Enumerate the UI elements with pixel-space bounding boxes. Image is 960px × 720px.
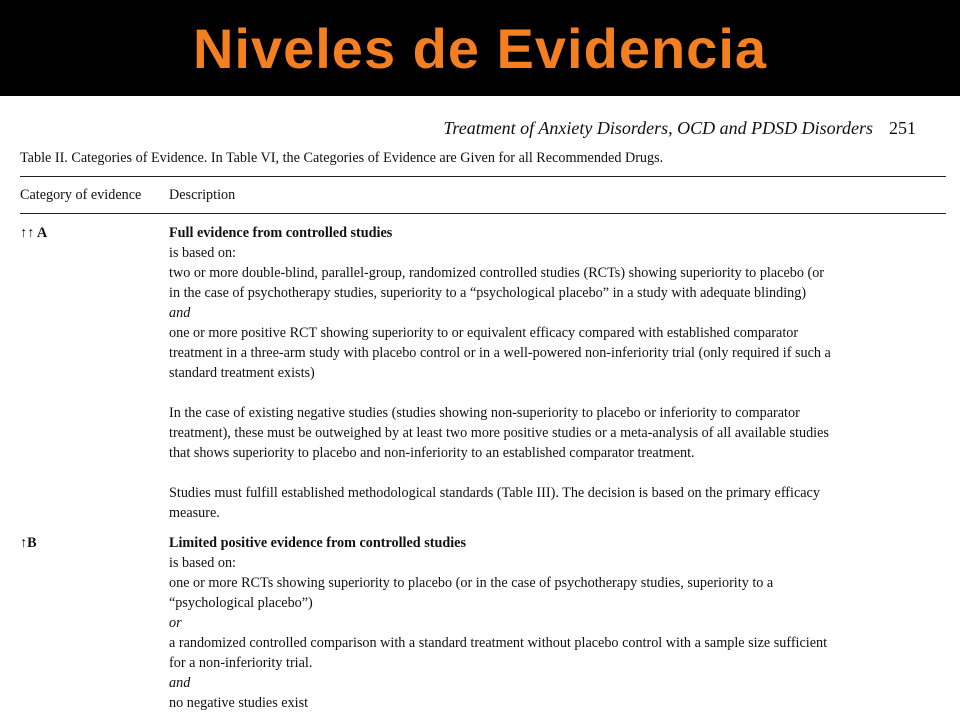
description-heading: Limited positive evidence from controlled studies xyxy=(169,535,466,551)
description-line: treatment in a three-arm study with placebo control or in a well-powered non-inferiority trial (only required if such a xyxy=(169,345,831,361)
description-conjunction: and xyxy=(169,675,191,691)
description-line: one or more RCTs showing superiority to placebo (or in the case of psychotherapy studies, superiority to a xyxy=(169,575,774,591)
description-line: Studies must fulfill established methodological standards (Table III). The decision is based on the primary efficacy xyxy=(169,485,820,501)
description-line: in the case of psychotherapy studies, superiority to a “psychological placebo” in a study with adequate blinding) xyxy=(169,285,807,301)
table-top-rule xyxy=(20,176,946,177)
running-head xyxy=(443,118,916,139)
table-header-rule xyxy=(20,213,946,214)
description-cell xyxy=(169,533,921,713)
category-cell: ↑↑ A xyxy=(20,225,48,241)
description-line: two or more double-blind, parallel-group, randomized controlled studies (RCTs) showing superiority to placebo (or xyxy=(169,265,825,281)
page-number: 251 xyxy=(889,118,916,138)
description-line: is based on: xyxy=(169,245,236,261)
description-conjunction: and xyxy=(169,305,191,321)
description-line: for a non-inferiority trial. xyxy=(169,655,313,671)
description-heading: Full evidence from controlled studies xyxy=(169,225,393,241)
description-conjunction: or xyxy=(169,615,182,631)
column-header-category: Category of evidence xyxy=(20,187,142,203)
column-header-description: Description xyxy=(169,187,236,203)
description-line: no negative studies exist xyxy=(169,695,309,711)
description-line: a randomized controlled comparison with a standard treatment without placebo control with a sample size sufficient xyxy=(169,635,828,651)
description-cell xyxy=(169,223,921,523)
category-cell: ↑B xyxy=(20,535,37,551)
journal-title: Treatment of Anxiety Disorders, OCD and PDSD Disorders xyxy=(443,118,873,138)
description-line: measure. xyxy=(169,505,220,521)
description-line: treatment), these must be outweighed by at least two more positive studies or a meta-analysis of all available studies xyxy=(169,425,829,441)
description-line: that shows superiority to placebo and non-inferiority to an established comparator treatment. xyxy=(169,445,695,461)
description-line: In the case of existing negative studies (studies showing non-superiority to placebo or inferiority to comparator xyxy=(169,405,800,421)
description-line: standard treatment exists) xyxy=(169,365,315,381)
description-line: “psychological placebo”) xyxy=(169,595,313,611)
description-line: one or more positive RCT showing superiority to or equivalent efficacy compared with established comparator xyxy=(169,325,799,341)
slide-title: Niveles de Evidencia xyxy=(192,16,768,80)
description-line: is based on: xyxy=(169,555,236,571)
document-page xyxy=(0,96,960,720)
table-caption: Table II. Categories of Evidence. In Table VI, the Categories of Evidence are Given for all Recommended Drugs. xyxy=(20,150,664,166)
